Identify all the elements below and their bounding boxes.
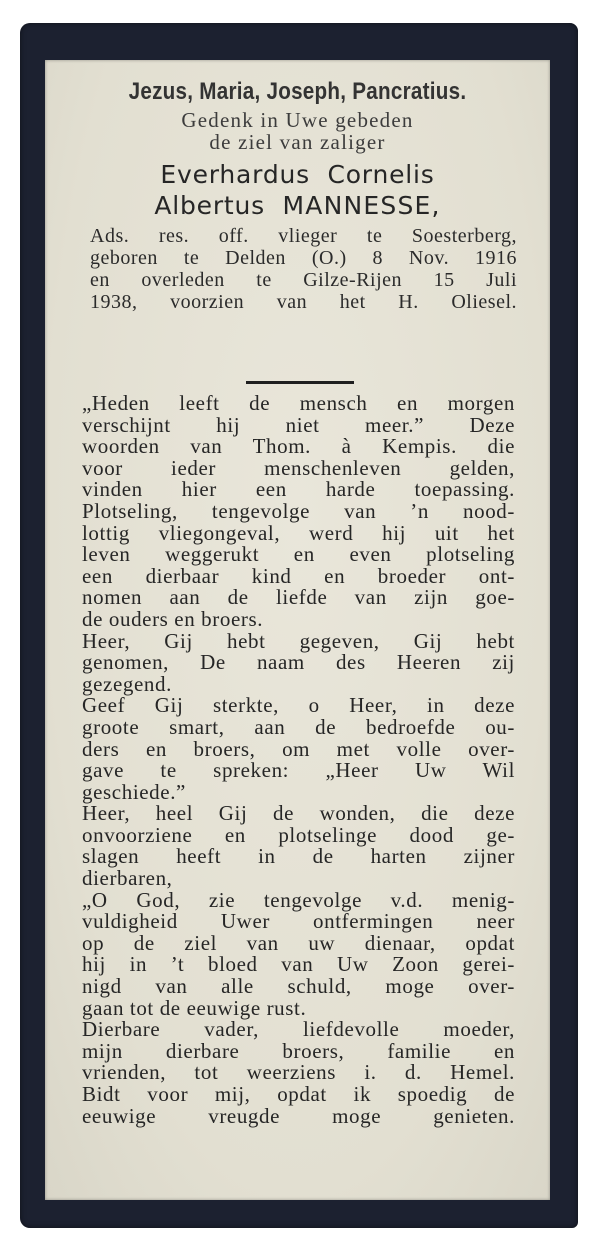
info-line: geboren te Delden (O.) 8 Nov. 1916: [90, 247, 517, 269]
text-line: Plotseling, tengevolge van ’n nood-: [82, 498, 515, 523]
text-line: ders en broers, om met volle over-: [82, 736, 515, 761]
text-line: woorden van Thom. à Kempis. die: [82, 434, 515, 459]
text-line: nigd van alle schuld, moge over-: [82, 974, 515, 999]
card-header: [45, 75, 550, 313]
info-line: 1938, voorzien van het H. Oliesel.: [90, 291, 517, 313]
memorial-card: [20, 23, 578, 1228]
text-line: geschiede.”: [82, 779, 186, 804]
memorial-text: [82, 393, 515, 1127]
text-line: Geef Gij sterkte, o Heer, in deze: [82, 693, 515, 718]
text-line: gave te spreken: „Heer Uw Wil: [82, 758, 515, 783]
text-line: hij in ’t bloed van Uw Zoon gerei-: [82, 952, 515, 977]
text-line: onvoorziene en plotselinge dood ge-: [82, 822, 515, 847]
text-line: de ouders en broers.: [82, 606, 264, 631]
text-line: slagen heeft in de harten zijner: [82, 844, 515, 869]
text-line: op de ziel van uw dienaar, opdat: [82, 930, 515, 955]
prayer-request-line-1: Gedenk in Uwe gebeden: [181, 108, 414, 132]
text-line: gezegend.: [82, 671, 172, 696]
deceased-given-name: Albertus: [154, 191, 265, 220]
text-line: Heer, heel Gij de wonden, die deze: [82, 801, 515, 826]
deceased-surname: MANNESSE,: [282, 191, 441, 220]
text-line: „O God, zie tengevolge v.d. menig-: [82, 887, 515, 912]
deceased-name-line-1: Everhardus Cornelis: [160, 160, 435, 189]
text-line: „Heden leeft de mensch en morgen: [82, 391, 515, 415]
text-line: groote smart, aan de bedroefde ou-: [82, 714, 515, 739]
text-line: leven weggerukt en even plotseling: [82, 542, 515, 567]
deceased-name-line-2: [45, 190, 550, 221]
text-line: vrienden, tot weerziens i. d. Hemel.: [82, 1060, 515, 1085]
info-line: en overleden te Gilze-Rijen 15 Juli: [90, 269, 517, 291]
text-line: nomen aan de liefde van zijn goe-: [82, 585, 515, 610]
text-line: vuldigheid Uwer ontfermingen neer: [82, 909, 515, 934]
text-line: gaan tot de eeuwige rust.: [82, 995, 307, 1020]
text-line: voor ieder menschenleven gelden,: [82, 455, 515, 480]
text-line: Heer, Gij hebt gegeven, Gij hebt: [82, 628, 515, 653]
text-line: verschijnt hij niet meer.” Deze: [82, 412, 515, 437]
deceased-name: [45, 159, 550, 221]
deceased-info: [45, 225, 550, 313]
text-line: vinden hier een harde toepassing.: [82, 477, 515, 502]
card-paper: [45, 60, 550, 1200]
text-line: genomen, De naam des Heeren zij: [82, 650, 515, 675]
text-line: eeuwige vreugde moge genieten.: [82, 1103, 515, 1128]
text-line: dierbaren,: [82, 866, 173, 891]
text-line: Bidt voor mij, opdat ik spoedig de: [82, 1082, 515, 1106]
text-line: Dierbare vader, liefdevolle moeder,: [82, 1017, 515, 1042]
text-line: mijn dierbare broers, familie en: [82, 1038, 515, 1063]
saints-invocation: Jezus, Maria, Joseph, Pancratius.: [128, 78, 467, 105]
text-line: een dierbaar kind en broeder ont-: [82, 563, 515, 588]
info-line: Ads. res. off. vlieger te Soesterberg,: [90, 225, 517, 247]
section-divider: [246, 381, 354, 384]
text-line: lottig vliegongeval, werd hij uit het: [82, 520, 515, 545]
prayer-request-line-2: de ziel van zaliger: [209, 130, 386, 154]
